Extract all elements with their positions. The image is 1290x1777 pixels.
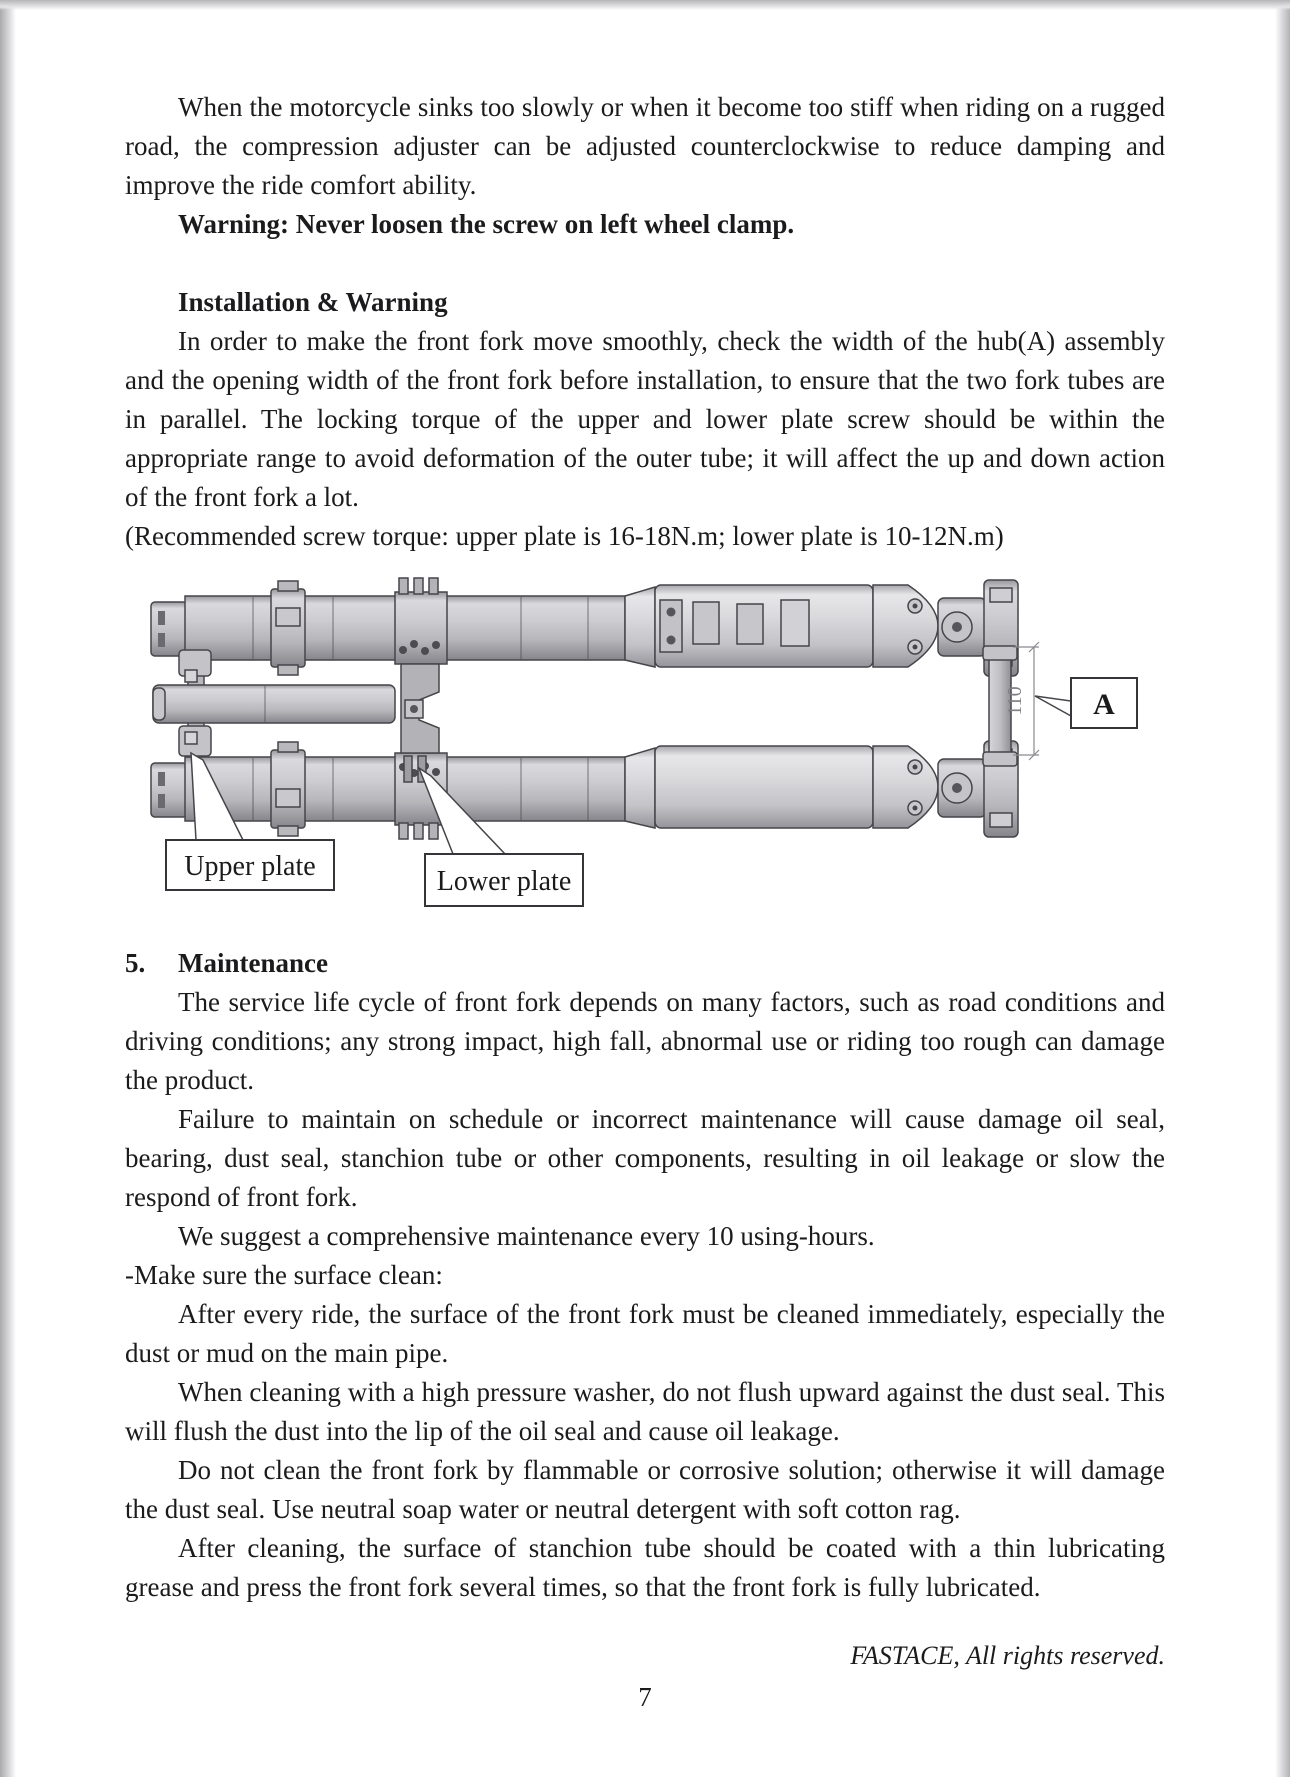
callout-a (1035, 678, 1137, 728)
torque-note: (Recommended screw torque: upper plate is 16-18N.m; lower plate is 10-12N.m) (125, 521, 1004, 551)
maintenance-paragraph-2: Failure to maintain on schedule or incorrect maintenance will cause damage oil seal, bearing, dust seal, stanchion tube or other components, resulting in oil leakage or slow the respond of front fork. (125, 1104, 1165, 1212)
maintenance-paragraph-6: When cleaning with a high pressure washer, do not flush upward against the dust seal. This will flush the dust into the lip of the oil seal and cause oil leakage. (125, 1377, 1165, 1446)
scan-edge-top (0, 0, 1290, 10)
scan-edge-left (0, 0, 16, 1777)
intro-paragraph: When the motorcycle sinks too slowly or when it become too stiff when riding on a rugged road, the compression adjuster can be adjusted counterclockwise to reduce damping and improve the ride comfort ability. (125, 92, 1165, 200)
copyright-footer: FASTACE, All rights reserved. (850, 1641, 1165, 1670)
warning-line: Warning: Never loosen the screw on left wheel clamp. (178, 209, 795, 239)
scan-edge-right (1275, 0, 1290, 1777)
maintenance-section-number: 5. (125, 948, 146, 978)
fork-leg-bottom (151, 741, 1018, 839)
installation-paragraph: In order to make the front fork move smoothly, check the width of the hub(A) assembly and the opening width of the front fork before installation, to ensure that the two fork tubes are in parallel. The locking torque of the upper and lower plate screw should be within the appropriate range to avoid deformation of the outer tube; it will affect the up and down action of the front fork a lot. (125, 326, 1165, 512)
fork-leg-top (151, 578, 1018, 676)
callout-a-label: A (1093, 688, 1115, 721)
maintenance-heading-label: Maintenance (178, 948, 328, 978)
front-fork-diagram (125, 570, 1165, 932)
lower-plate-label: Lower plate (436, 866, 572, 897)
maintenance-paragraph-1: The service life cycle of front fork depends on many factors, such as road conditions and driving conditions; any strong impact, high fall, abnormal use or riding too rough can damage the product. (125, 987, 1165, 1095)
maintenance-paragraph-8: After cleaning, the surface of stanchion tube should be coated with a thin lubricating grease and press the front fork several times, so that the front fork is fully lubricated. (125, 1533, 1165, 1602)
front-fork-illustration (133, 570, 1143, 932)
page-number: 7 (638, 1682, 652, 1712)
maintenance-paragraph-5: After every ride, the surface of the front fork must be cleaned immediately, especially the dust or mud on the main pipe. (125, 1299, 1165, 1368)
maintenance-paragraph-4: -Make sure the surface clean: (125, 1260, 443, 1290)
installation-heading: Installation & Warning (178, 287, 448, 317)
page-content (125, 88, 1165, 1715)
axle-dimension-value: 110 (1004, 686, 1026, 716)
maintenance-paragraph-7: Do not clean the front fork by flammable or corrosive solution; otherwise it will damage the dust seal. Use neutral soap water or neutral detergent with soft cotton rag. (125, 1455, 1165, 1524)
maintenance-paragraph-3: We suggest a comprehensive maintenance every 10 using-hours. (178, 1221, 875, 1251)
steering-stem (153, 685, 395, 723)
upper-plate-label: Upper plate (184, 851, 316, 882)
maintenance-heading (125, 944, 1165, 983)
